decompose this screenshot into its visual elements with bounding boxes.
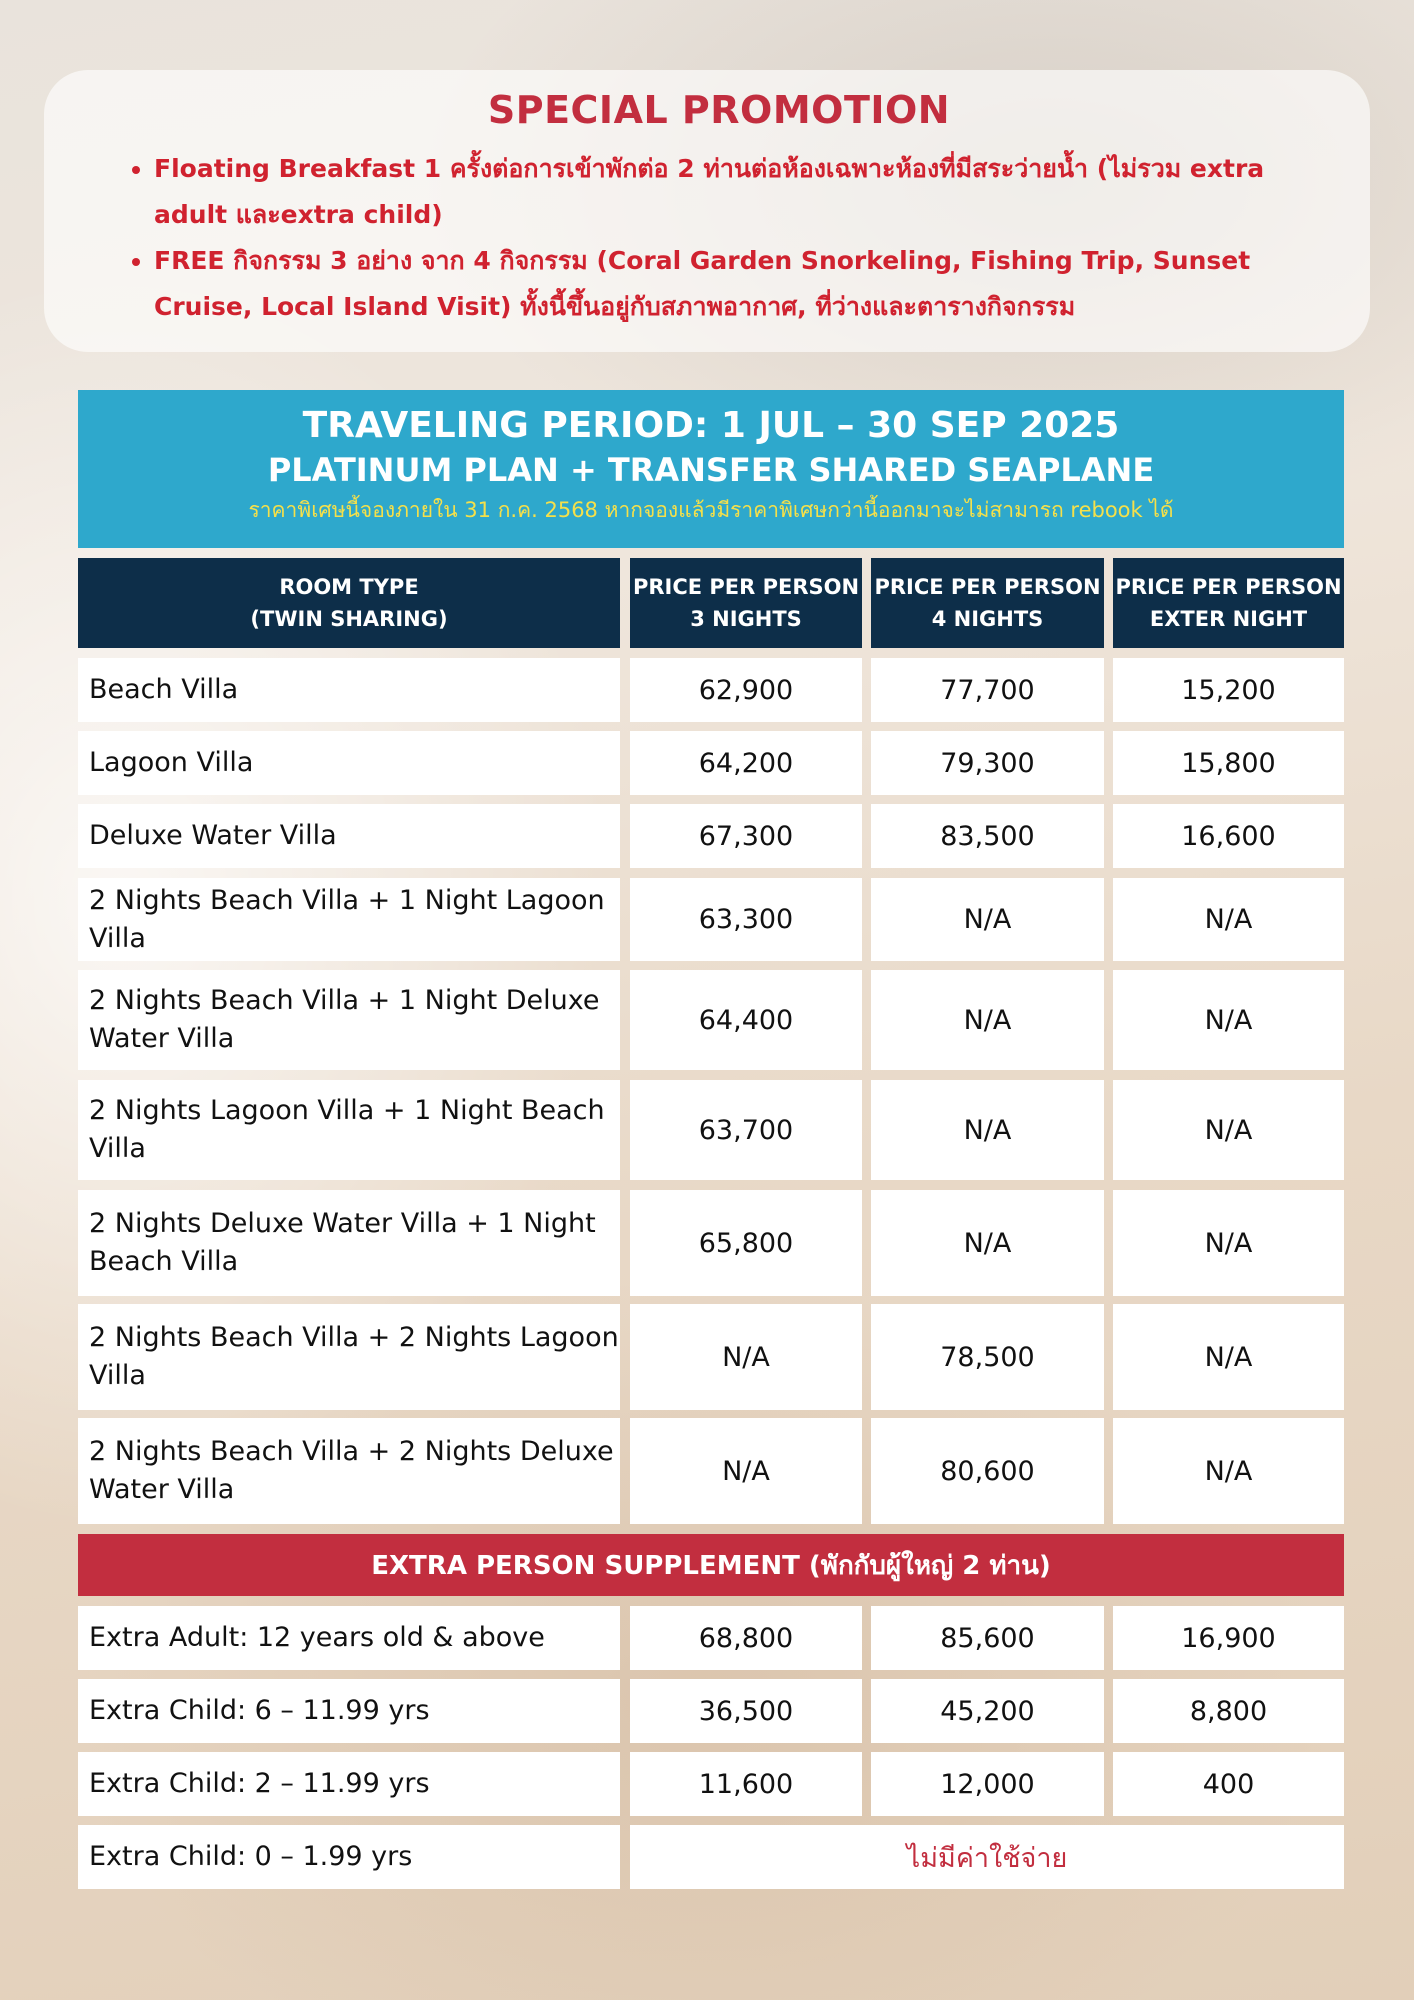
price-4-nights: 77,700	[871, 658, 1104, 722]
price-3-nights: 63,700	[630, 1080, 862, 1180]
price-3-nights: 11,600	[630, 1752, 862, 1816]
price-extra-night: 400	[1113, 1752, 1344, 1816]
header-line: EXTER NIGHT	[1149, 607, 1308, 631]
special-promotion-box	[44, 70, 1370, 352]
price-4-nights: N/A	[871, 1190, 1104, 1296]
plan-title: PLATINUM PLAN + TRANSFER SHARED SEAPLANE	[267, 451, 1155, 489]
header-line: ROOM TYPE	[279, 575, 419, 599]
price-extra-night: N/A	[1113, 1190, 1344, 1296]
extra-person-name: Extra Adult: 12 years old & above	[78, 1606, 620, 1670]
extra-person-supplement-header: EXTRA PERSON SUPPLEMENT (พักกับผู้ใหญ่ 2 ท่าน)	[78, 1534, 1344, 1596]
price-extra-night: 16,600	[1113, 804, 1344, 868]
price-extra-night: 8,800	[1113, 1679, 1344, 1743]
price-3-nights: N/A	[630, 1304, 862, 1410]
room-name-cell: 2 Nights Beach Villa + 2 Nights Deluxe Water Villa	[78, 1418, 620, 1524]
extra-person-name: Extra Child: 2 – 11.99 yrs	[78, 1752, 620, 1816]
price-extra-night: N/A	[1113, 970, 1344, 1070]
price-3-nights: 64,400	[630, 970, 862, 1070]
room-name-cell: 2 Nights Beach Villa + 1 Night Lagoon Villa	[78, 878, 620, 961]
price-extra-night: N/A	[1113, 878, 1344, 961]
room-name-cell: Lagoon Villa	[78, 731, 620, 795]
header-line: PRICE PER PERSON	[1115, 575, 1342, 599]
price-4-nights: 83,500	[871, 804, 1104, 868]
room-name-cell: 2 Nights Deluxe Water Villa + 1 Night Beach Villa	[78, 1190, 620, 1296]
header-line: PRICE PER PERSON	[874, 575, 1101, 599]
price-4-nights: 85,600	[871, 1606, 1104, 1670]
price-3-nights: N/A	[630, 1418, 862, 1524]
price-3-nights: 65,800	[630, 1190, 862, 1296]
header-line: 4 NIGHTS	[931, 607, 1044, 631]
room-name-cell: 2 Nights Lagoon Villa + 1 Night Beach Villa	[78, 1080, 620, 1180]
price-4-nights: N/A	[871, 878, 1104, 961]
price-4-nights: N/A	[871, 970, 1104, 1070]
traveling-period-banner	[78, 390, 1344, 548]
price-3-nights: 64,200	[630, 731, 862, 795]
price-extra-night: 15,800	[1113, 731, 1344, 795]
price-4-nights: 45,200	[871, 1679, 1104, 1743]
promotion-title: SPECIAL PROMOTION	[487, 88, 951, 132]
header-4-nights	[871, 558, 1104, 648]
price-extra-night: N/A	[1113, 1080, 1344, 1180]
price-4-nights: N/A	[871, 1080, 1104, 1180]
price-4-nights: 78,500	[871, 1304, 1104, 1410]
free-of-charge-cell: ไม่มีค่าใช้จ่าย	[630, 1825, 1344, 1889]
header-line: 3 NIGHTS	[690, 607, 802, 631]
price-3-nights: 68,800	[630, 1606, 862, 1670]
room-name-cell: Deluxe Water Villa	[78, 804, 620, 868]
room-name-cell: 2 Nights Beach Villa + 2 Nights Lagoon Villa	[78, 1304, 620, 1410]
header-line: (TWIN SHARING)	[250, 607, 448, 631]
price-4-nights: 12,000	[871, 1752, 1104, 1816]
price-extra-night: N/A	[1113, 1418, 1344, 1524]
header-extra-night	[1113, 558, 1344, 648]
price-3-nights: 36,500	[630, 1679, 862, 1743]
promotion-list	[124, 146, 1314, 330]
extra-person-name: Extra Child: 6 – 11.99 yrs	[78, 1679, 620, 1743]
header-room-type	[78, 558, 620, 648]
booking-note: ราคาพิเศษนี้จองภายใน 31 ก.ค. 2568 หากจองแล้วมีราคาพิเศษกว่านี้ออกมาจะไม่สามารถ rebook ได้	[248, 498, 1174, 522]
price-extra-night: 16,900	[1113, 1606, 1344, 1670]
room-name-cell: 2 Nights Beach Villa + 1 Night Deluxe Water Villa	[78, 970, 620, 1070]
price-extra-night: N/A	[1113, 1304, 1344, 1410]
price-3-nights: 67,300	[630, 804, 862, 868]
price-4-nights: 79,300	[871, 731, 1104, 795]
price-4-nights: 80,600	[871, 1418, 1104, 1524]
price-3-nights: 62,900	[630, 658, 862, 722]
promotion-item: • FREE กิจกรรม 3 อย่าง จาก 4 กิจกรรม (Coral Garden Snorkeling, Fishing Trip, Sunset Cruise, Local Island Visit) ทั้งนี้ขึ้นอยู่กับสภาพอากาศ, ที่ว่างและตารางกิจกรรม	[154, 238, 1314, 330]
promotion-item: • Floating Breakfast 1 ครั้งต่อการเข้าพักต่อ 2 ท่านต่อห้องเฉพาะห้องที่มีสระว่ายน้ำ (ไม่รวม extra adult และextra child)	[154, 146, 1314, 238]
header-3-nights	[630, 558, 862, 648]
extra-person-name: Extra Child: 0 – 1.99 yrs	[78, 1825, 620, 1889]
period-title: TRAVELING PERIOD: 1 JUL – 30 SEP 2025	[302, 405, 1120, 446]
price-extra-night: 15,200	[1113, 658, 1344, 722]
price-3-nights: 63,300	[630, 878, 862, 961]
room-name-cell: Beach Villa	[78, 658, 620, 722]
header-line: PRICE PER PERSON	[632, 575, 860, 599]
